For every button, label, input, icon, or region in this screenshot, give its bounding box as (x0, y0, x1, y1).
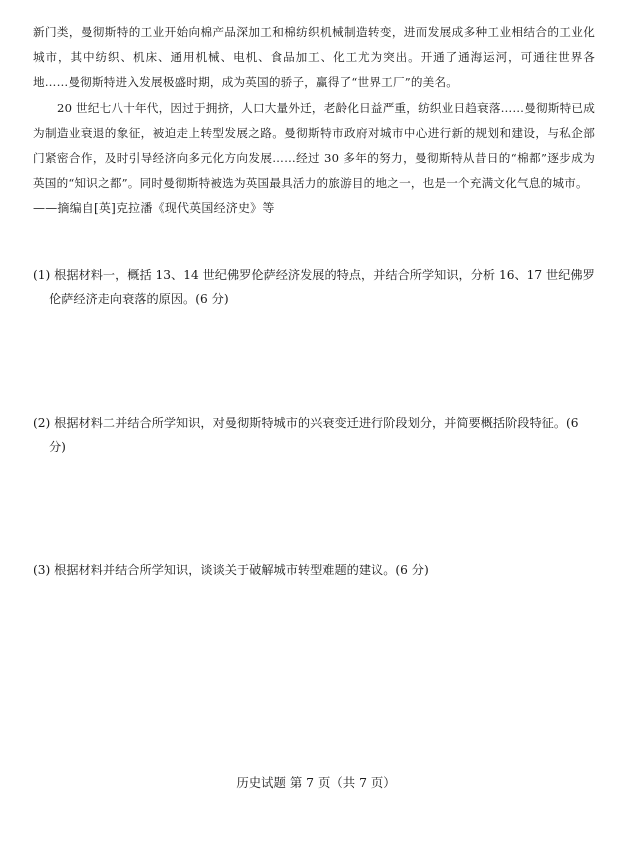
question-2 (33, 411, 595, 459)
question-1 (33, 263, 595, 311)
question-2-text: (2) 根据材料二并结合所学知识，对曼彻斯特城市的兴衰变迁进行阶段划分，并简要概括阶段特征。(6 分) (33, 416, 579, 454)
question-3 (33, 558, 595, 582)
material-paragraph-2: 20 世纪七八十年代，因过于拥挤，人口大量外迁，老龄化日益严重，纺织业日趋衰落……曼彻斯特已成为制造业衰退的象征，被迫走上转型发展之路。曼彻斯特市政府对城市中心进行新的规划和建设，与私企部门紧密合作，及时引导经济向多元化方向发展……经过 30 多年的努力，曼彻斯特从昔日的“棉都”逐步成为英国的“知识之都”。同时曼彻斯特被选为英国最具活力的旅游目的地之一，也是一个充满文化气息的城市。 (33, 100, 595, 191)
question-3-text: (3) 根据材料并结合所学知识，谈谈关于破解城市转型难题的建议。(6 分) (33, 563, 429, 577)
material-source: ——摘编自[英]克拉潘《现代英国经济史》等 (33, 201, 275, 216)
material-passage (33, 20, 595, 222)
page-footer: 历史试题 第 7 页（共 7 页） (236, 775, 396, 790)
material-paragraph-1: 新门类，曼彻斯特的工业开始向棉产品深加工和棉纺织机械制造转变，进而发展成多种工业相结合的工业化城市，其中纺织、机床、通用机械、电机、食品加工、化工尤为突出。开通了通海运河，可通往世界各地……曼彻斯特进入发展极盛时期，成为英国的骄子，赢得了“世界工厂”的美名。 (33, 25, 595, 90)
question-1-text: (1) 根据材料一，概括 13、14 世纪佛罗伦萨经济发展的特点，并结合所学知识，分析 16、17 世纪佛罗伦萨经济走向衰落的原因。(6 分) (33, 268, 595, 306)
